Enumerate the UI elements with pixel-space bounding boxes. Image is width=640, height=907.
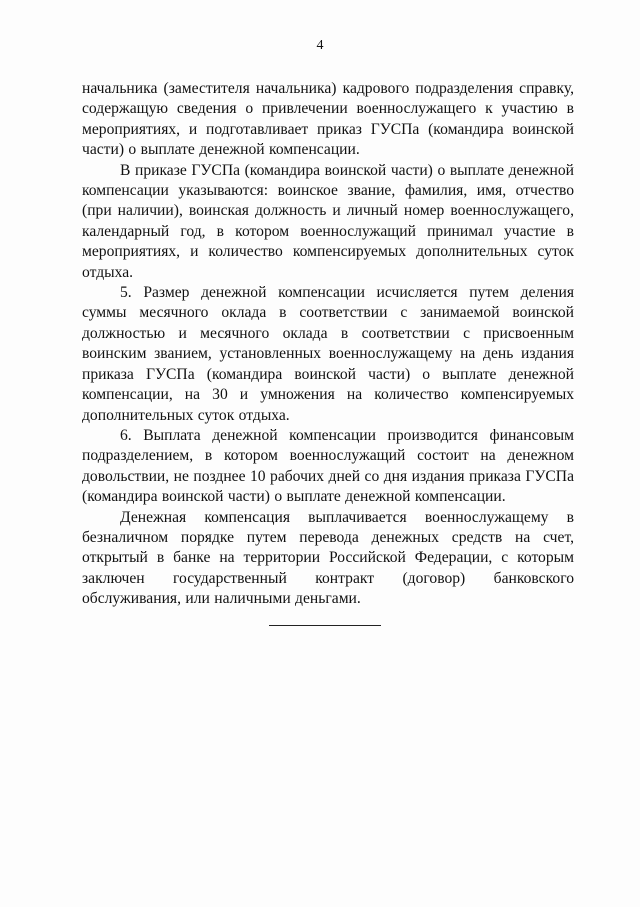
- paragraph-order-contents: В приказе ГУСПа (командира воинской части) о выплате денежной компенсации указываются: воинское звание, фамилия, имя, отчество (при наличии), воинская должность и личный номер военнослужащего, календарный год, в котором военнослужащий принимал участие в мероприятиях, и количество компенсируемых дополнительных суток отдыха.: [82, 161, 574, 281]
- end-of-document-rule: [269, 625, 381, 626]
- document-body: [82, 79, 574, 610]
- paragraph-item-6: 6. Выплата денежной компенсации производится финансовым подразделением, в котором военнослужащий состоит на денежном довольствии, не позднее 10 рабочих дней со дня издания приказа ГУСПа (командира воинской части) о выплате денежной компенсации.: [82, 426, 574, 506]
- paragraph-payment-method: Денежная компенсация выплачивается военнослужащему в безналичном порядке путем перевода денежных средств на счет, открытый в банке на территории Российской Федерации, с которым заключен государственный контракт (договор) банковского обслуживания, или наличными деньгами.: [82, 508, 574, 608]
- page-number: 4: [316, 38, 324, 53]
- paragraph-continuation: начальника (заместителя начальника) кадрового подразделения справку, содержащую сведения о привлечении военнослужащего к участию в мероприятиях, и подготавливает приказ ГУСПа (командира воинской части) о выплате денежной компенсации.: [82, 80, 574, 159]
- paragraph-item-5: 5. Размер денежной компенсации исчисляется путем деления суммы месячного оклада в соответствии с занимаемой воинской должностью и месячного оклада в соответствии с присвоенным воинским званием, установленных военнослужащему на день издания приказа ГУСПа (командира воинской части) о выплате денежной компенсации, на 30 и умножения на количество компенсируемых дополнительных суток отдыха.: [82, 284, 574, 424]
